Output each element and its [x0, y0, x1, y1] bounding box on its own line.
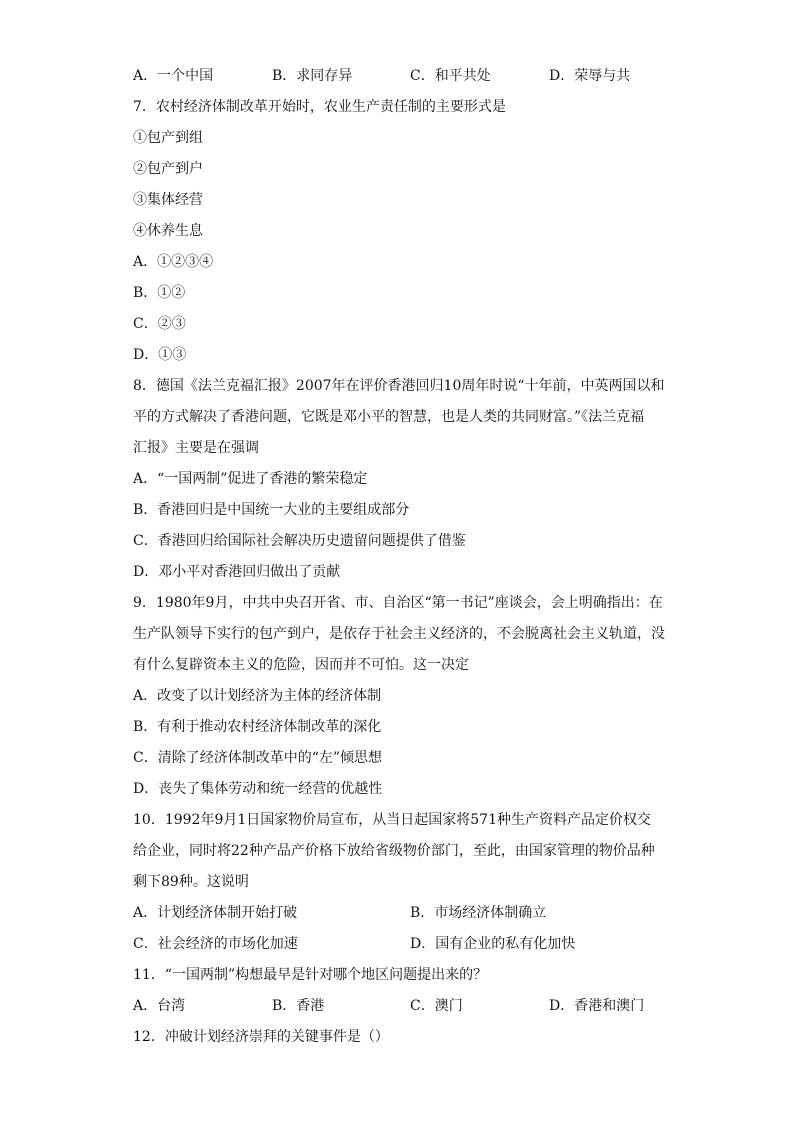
q12-stem: 12．冲破计划经济崇拜的关键事件是（）: [133, 1029, 389, 1045]
q6-option-b[interactable]: B．求同存异: [272, 68, 353, 84]
q10-options-row-1: [133, 903, 663, 923]
q6-option-c[interactable]: C．和平共处: [410, 68, 491, 84]
q11-option-c[interactable]: C．澳门: [410, 998, 463, 1014]
q8-option-a[interactable]: A．“一国两制”促进了香港的繁荣稳定: [133, 471, 368, 487]
q10-stem-line-3: 剩下89种。这说明: [133, 874, 249, 890]
q7-item-2: ②包产到户: [133, 161, 203, 177]
q9-option-c[interactable]: C．清除了经济体制改革中的“左”倾思想: [133, 750, 383, 766]
q7-stem: 7．农村经济体制改革开始时，农业生产责任制的主要形式是: [133, 99, 506, 115]
q8-stem-line-2: 平的方式解决了香港问题，它既是邓小平的智慧，也是人类的共同财富。”《法兰克福: [133, 409, 645, 425]
q9-stem-line-2: 生产队领导下实行的包产到户，是依存于社会主义经济的，不会脱离社会主义轨道，没: [133, 626, 665, 642]
q8-option-b[interactable]: B．香港回归是中国统一大业的主要组成部分: [133, 502, 410, 518]
q9-option-a[interactable]: A．改变了以计划经济为主体的经济体制: [133, 688, 382, 704]
q10-options-row-2: [133, 934, 663, 954]
q7-option-c[interactable]: C．②③: [133, 316, 186, 332]
q7-item-1: ①包产到组: [133, 130, 203, 146]
q9-stem-line-3: 有什么复辟资本主义的危险，因而并不可怕。这一决定: [133, 657, 469, 673]
q6-option-d[interactable]: D．荣辱与共: [549, 68, 631, 84]
q7-option-b[interactable]: B．①②: [133, 285, 186, 301]
q6-option-a[interactable]: A．一个中国: [133, 68, 214, 84]
q10-option-d[interactable]: D．国有企业的私有化加快: [410, 936, 576, 952]
q7-option-d[interactable]: D．①③: [133, 347, 187, 363]
q7-item-3: ③集体经营: [133, 192, 203, 208]
q10-option-c[interactable]: C．社会经济的市场化加速: [133, 936, 298, 952]
q11-stem: 11．“一国两制”构想最早是针对哪个地区问题提出来的？: [133, 967, 488, 983]
q7-item-4: ④休养生息: [133, 223, 203, 239]
q8-option-d[interactable]: D．邓小平对香港回归做出了贡献: [133, 564, 341, 580]
q6-options: [133, 66, 663, 86]
q8-stem-line-1: 8．德国《法兰克福汇报》2007年在评价香港回归10周年时说“十年前，中英两国以和: [133, 378, 665, 394]
q10-stem-line-2: 给企业，同时将22种产品产价格下放给省级物价部门，至此，由国家管理的物价品种: [133, 843, 655, 859]
q8-option-c[interactable]: C．香港回归给国际社会解决历史遗留问题提供了借鉴: [133, 533, 466, 549]
q10-stem-line-1: 10．1992年9月1日国家物价局宣布，从当日起国家将571种生产资料产品定价权交: [133, 812, 651, 828]
q10-option-a[interactable]: A．计划经济体制开始打破: [133, 905, 298, 921]
q9-option-d[interactable]: D．丧失了集体劳动和统一经营的优越性: [133, 781, 383, 797]
q11-option-b[interactable]: B．香港: [272, 998, 325, 1014]
q11-options: [133, 996, 663, 1016]
q11-option-d[interactable]: D．香港和澳门: [549, 998, 645, 1014]
q10-option-b[interactable]: B．市场经济体制确立: [410, 905, 547, 921]
q9-option-b[interactable]: B．有利于推动农村经济体制改革的深化: [133, 719, 382, 735]
q11-option-a[interactable]: A．台湾: [133, 998, 186, 1014]
q9-stem-line-1: 9．1980年9月，中共中央召开省、市、自治区“第一书记”座谈会，会上明确指出：在: [133, 595, 663, 611]
q7-option-a[interactable]: A．①②③④: [133, 254, 214, 270]
q8-stem-line-3: 汇报》主要是在强调: [133, 440, 259, 456]
